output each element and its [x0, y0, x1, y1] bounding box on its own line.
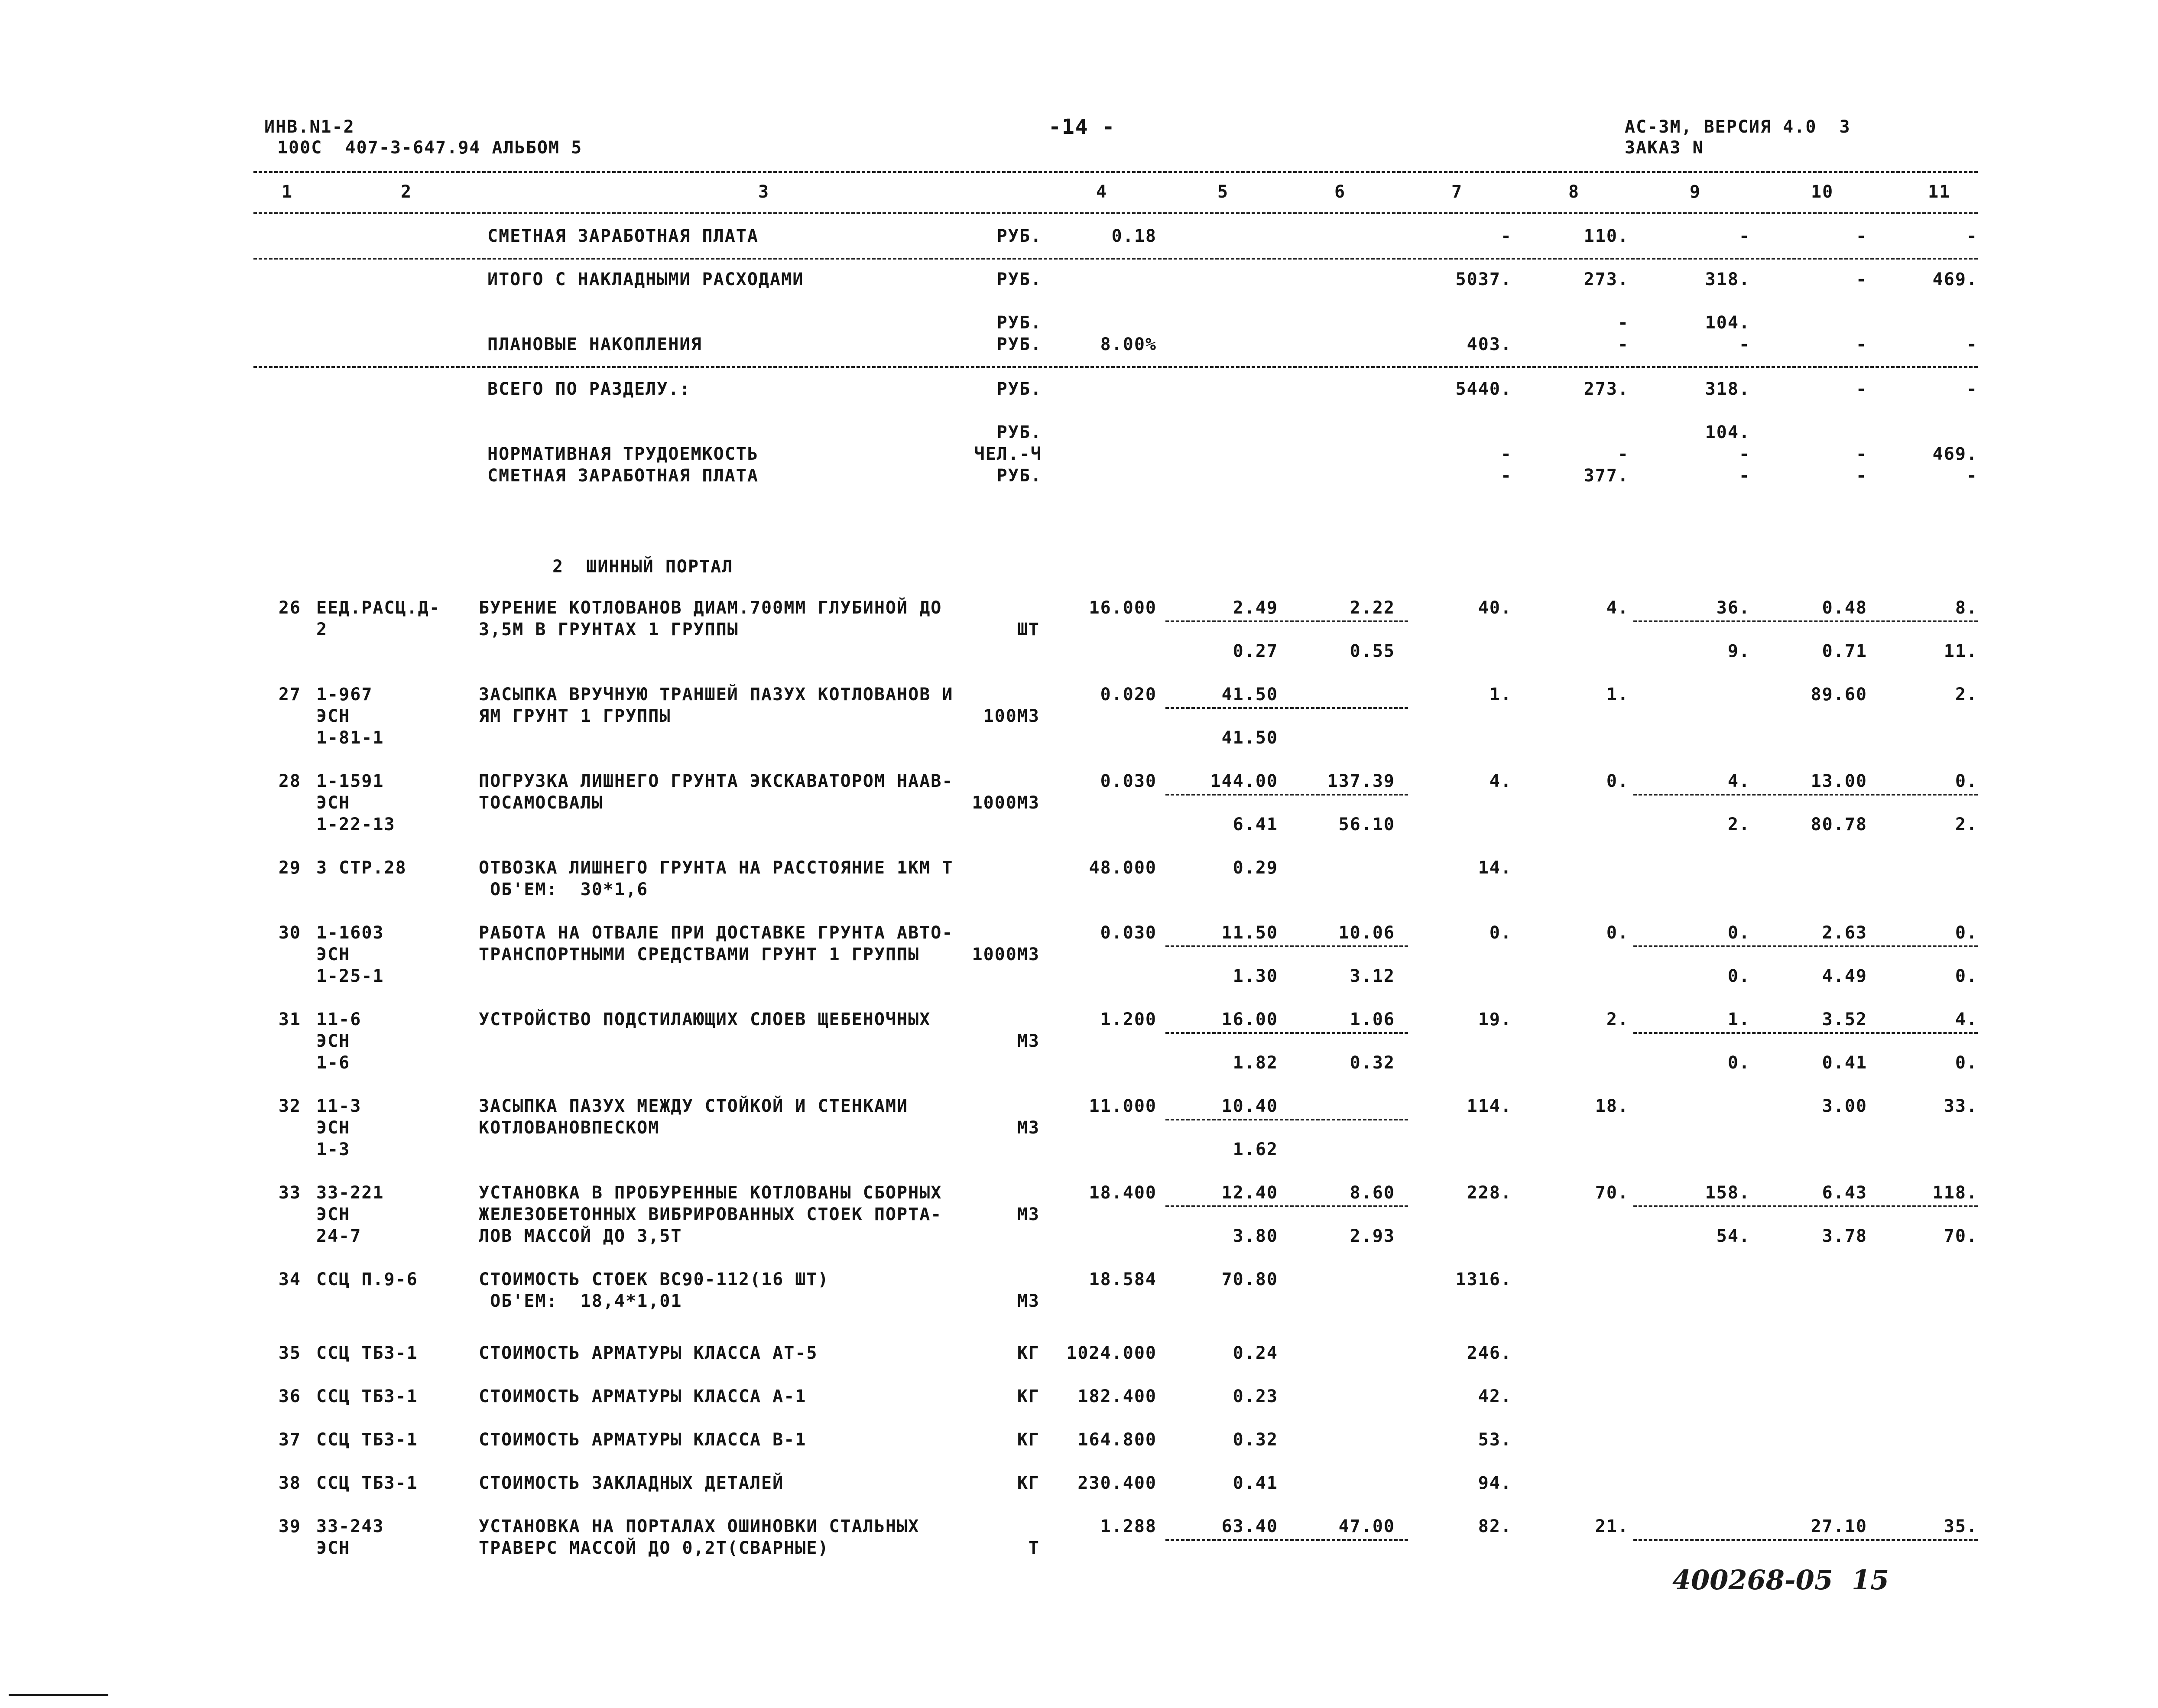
profit-unit: РУБ.: [996, 334, 1042, 354]
row-c11b: 11.: [1944, 641, 1978, 661]
row-code-line: 1-967: [316, 685, 373, 705]
row-description-line: ПОГРУЗКА ЛИШНЕГО ГРУНТА ЭКСКАВАТОРОМ НААВ-: [479, 771, 954, 791]
row-c7: 14.: [1478, 858, 1512, 878]
row-description-line: СТОИМОСТЬ АРМАТУРЫ КЛАССА АТ-5: [479, 1343, 818, 1363]
totals-rule: [253, 366, 1978, 368]
row-code-line: ЭСН: [316, 1205, 350, 1224]
row-code-line: ЭСН: [316, 706, 350, 726]
row-description-line: ОТВОЗКА ЛИШНЕГО ГРУНТА НА РАССТОЯНИЕ 1КМ Т: [479, 858, 954, 878]
row-description-line: КОТЛОВАНОВПЕСКОМ: [479, 1118, 660, 1138]
row-c5: 0.29: [1233, 858, 1278, 878]
document-code: 100С 407-3-647.94 АЛЬБОМ 5: [277, 138, 583, 158]
row-c7: 1.: [1489, 685, 1512, 705]
page-number: -14 -: [1048, 115, 1116, 139]
column-header-8: 8: [1568, 182, 1580, 202]
row-c11: 8.: [1955, 598, 1978, 618]
row-c6: 47.00: [1338, 1516, 1395, 1536]
row-c7: 228.: [1467, 1183, 1512, 1203]
row-unit: КГ: [1017, 1473, 1040, 1493]
row-code-line: ССЦ ТБЗ-1: [316, 1473, 418, 1493]
row-c8: 0.: [1606, 771, 1629, 791]
row-code-line: ЭСН: [316, 1031, 350, 1051]
row-c5b: 0.27: [1233, 641, 1278, 661]
row-unit: КГ: [1017, 1387, 1040, 1406]
row-c5: 16.00: [1221, 1010, 1278, 1029]
row-code-line: ЭСН: [316, 793, 350, 813]
row-c10b: 3.78: [1822, 1226, 1867, 1246]
row-c7: 0.: [1489, 923, 1512, 943]
margin-rule: [9, 1694, 108, 1696]
row-subrule: [1633, 620, 1978, 622]
overhead-c11: 469.: [1932, 270, 1978, 289]
row-number: 35: [278, 1343, 301, 1363]
totals-rule: [253, 258, 1978, 260]
header-rule-top: [253, 171, 1978, 173]
row-number: 30: [278, 923, 301, 943]
row-description-line: ЯМ ГРУНТ 1 ГРУППЫ: [479, 706, 671, 726]
row-unit: 1000М3: [972, 793, 1040, 813]
row-c8: 4.: [1606, 598, 1629, 618]
row-c4: 0.030: [1100, 771, 1157, 791]
overhead-unit2: РУБ.: [996, 313, 1042, 333]
wage2-c11: -: [1966, 466, 1978, 486]
profit-c9: -: [1739, 334, 1750, 354]
column-header-4: 4: [1096, 182, 1108, 202]
row-c5: 70.80: [1221, 1270, 1278, 1289]
row-number: 38: [278, 1473, 301, 1493]
labor-c8: -: [1617, 444, 1629, 464]
row-c7: 19.: [1478, 1010, 1512, 1029]
row-c10: 27.10: [1811, 1516, 1867, 1536]
row-subrule: [1165, 794, 1408, 796]
row-c9: 4.: [1727, 771, 1750, 791]
row-code-line: 3 СТР.28: [316, 858, 407, 878]
overhead-c7: 5037.: [1455, 270, 1512, 289]
handwritten-stamp: 400268-05 15: [1672, 1564, 1889, 1596]
row-c11: 2.: [1955, 685, 1978, 705]
row-description-line: ОБ'ЕМ: 30*1,6: [479, 880, 649, 899]
row-c9: 36.: [1716, 598, 1750, 618]
row-c5b: 1.62: [1233, 1140, 1278, 1159]
row-description-line: БУРЕНИЕ КОТЛОВАНОВ ДИАМ.700ММ ГЛУБИНОЙ ДО: [479, 598, 942, 618]
row-number: 26: [278, 598, 301, 618]
row-c11: 33.: [1944, 1096, 1978, 1116]
profit-c11: -: [1966, 334, 1978, 354]
section-title: 2 ШИННЫЙ ПОРТАЛ: [552, 557, 733, 577]
row-code-line: ЭСН: [316, 945, 350, 964]
wage2-c8: 377.: [1584, 466, 1629, 486]
labor-c10: -: [1856, 444, 1867, 464]
profit-c8: -: [1617, 334, 1629, 354]
row-subrule: [1633, 1205, 1978, 1207]
row-code-line: 1-1603: [316, 923, 384, 943]
row-c4: 1.288: [1100, 1516, 1157, 1536]
row-code-line: 24-7: [316, 1226, 362, 1246]
row-subrule: [1165, 1205, 1408, 1207]
column-header-9: 9: [1690, 182, 1701, 202]
row-c8: 0.: [1606, 923, 1629, 943]
row-subrule: [1165, 1119, 1408, 1120]
labor-label: НОРМАТИВНАЯ ТРУДОЕМКОСТЬ: [487, 444, 759, 464]
row-subrule: [1633, 1032, 1978, 1034]
row-c8: 70.: [1595, 1183, 1629, 1203]
row-code-line: 33-221: [316, 1183, 384, 1203]
row-c6b: 3.12: [1350, 966, 1395, 986]
row-code-line: 1-81-1: [316, 728, 384, 748]
wage1-c7: -: [1500, 226, 1512, 246]
row-c5b: 3.80: [1233, 1226, 1278, 1246]
row-c4: 0.020: [1100, 685, 1157, 705]
wage2-c7: -: [1500, 466, 1512, 486]
wage1-c11: -: [1966, 226, 1978, 246]
row-c11b: 0.: [1955, 1053, 1978, 1073]
row-subrule: [1633, 794, 1978, 796]
row-c4: 182.400: [1077, 1387, 1157, 1406]
program-version: АС-3М, ВЕРСИЯ 4.0 3: [1625, 117, 1851, 137]
wage1-c9: -: [1739, 226, 1750, 246]
row-number: 36: [278, 1387, 301, 1406]
row-c6b: 2.93: [1350, 1226, 1395, 1246]
profit-c7: 403.: [1467, 334, 1512, 354]
row-c11: 0.: [1955, 771, 1978, 791]
row-c5: 63.40: [1221, 1516, 1278, 1536]
row-number: 32: [278, 1096, 301, 1116]
row-c6: 10.06: [1338, 923, 1395, 943]
wage1-c4: 0.18: [1111, 226, 1157, 246]
row-c7: 1316.: [1455, 1270, 1512, 1289]
row-c11b: 70.: [1944, 1226, 1978, 1246]
row-c6: 1.06: [1350, 1010, 1395, 1029]
row-code-line: 1-22-13: [316, 815, 396, 835]
row-c6: 2.22: [1350, 598, 1395, 618]
row-unit: 100М3: [983, 706, 1040, 726]
row-number: 39: [278, 1516, 301, 1536]
row-subrule: [1633, 945, 1978, 947]
row-c8: 2.: [1606, 1010, 1629, 1029]
row-c10: 13.00: [1811, 771, 1867, 791]
row-number: 27: [278, 685, 301, 705]
row-c10: 3.00: [1822, 1096, 1867, 1116]
row-unit: М3: [1017, 1031, 1040, 1051]
row-c5b: 41.50: [1221, 728, 1278, 748]
row-c5: 0.32: [1233, 1430, 1278, 1450]
row-c4: 1024.000: [1066, 1343, 1157, 1363]
row-code-line: ССЦ ТБЗ-1: [316, 1387, 418, 1406]
row-c5: 2.49: [1233, 598, 1278, 618]
row-code-line: 2: [316, 620, 328, 640]
wage1-c10: -: [1856, 226, 1867, 246]
row-c4: 16.000: [1089, 598, 1157, 618]
section-c8: 273.: [1584, 379, 1629, 399]
row-c4: 48.000: [1089, 858, 1157, 878]
row-code-line: 11-6: [316, 1010, 362, 1029]
row-c5: 144.00: [1210, 771, 1278, 791]
row-unit: М3: [1017, 1291, 1040, 1311]
wage1-c8: 110.: [1584, 226, 1629, 246]
row-subrule: [1633, 1539, 1978, 1541]
row-number: 28: [278, 771, 301, 791]
row-number: 37: [278, 1430, 301, 1450]
row-c8: 21.: [1595, 1516, 1629, 1536]
row-description-line: СТОИМОСТЬ АРМАТУРЫ КЛАССА В-1: [479, 1430, 807, 1450]
inventory-number: ИНВ.N1-2: [264, 117, 355, 137]
row-unit: Т: [1028, 1538, 1040, 1558]
row-unit: М3: [1017, 1205, 1040, 1224]
row-unit: КГ: [1017, 1343, 1040, 1363]
row-c10: 3.52: [1822, 1010, 1867, 1029]
row-c7: 82.: [1478, 1516, 1512, 1536]
row-description-line: УСТАНОВКА В ПРОБУРЕННЫЕ КОТЛОВАНЫ СБОРНЫХ: [479, 1183, 942, 1203]
row-code-line: ЕЕД.РАСЦ.Д-: [316, 598, 441, 618]
row-code-line: ССЦ П.9-6: [316, 1270, 418, 1289]
row-c6: 8.60: [1350, 1183, 1395, 1203]
row-c7: 40.: [1478, 598, 1512, 618]
order-number: ЗАКАЗ N: [1625, 138, 1704, 158]
wage1-label: СМЕТНАЯ ЗАРАБОТНАЯ ПЛАТА: [487, 226, 759, 246]
row-c11: 4.: [1955, 1010, 1978, 1029]
row-description-line: СТОИМОСТЬ СТОЕК ВС90-112(16 ШТ): [479, 1270, 829, 1289]
row-code-line: ЭСН: [316, 1118, 350, 1138]
row-c10: 89.60: [1811, 685, 1867, 705]
row-c9: 0.: [1727, 923, 1750, 943]
row-description-line: 3,5М В ГРУНТАХ 1 ГРУППЫ: [479, 620, 739, 640]
row-c5b: 1.30: [1233, 966, 1278, 986]
row-unit: М3: [1017, 1118, 1040, 1138]
row-description-line: ТРАНСПОРТНЫМИ СРЕДСТВАМИ ГРУНТ 1 ГРУППЫ: [479, 945, 920, 964]
row-c9b: 54.: [1716, 1226, 1750, 1246]
labor-unit: ЧЕЛ.-Ч: [974, 444, 1042, 464]
row-c4: 230.400: [1077, 1473, 1157, 1493]
row-c5: 10.40: [1221, 1096, 1278, 1116]
row-c8: 1.: [1606, 685, 1629, 705]
section-unit: РУБ.: [996, 379, 1042, 399]
column-header-10: 10: [1811, 182, 1834, 202]
column-header-2: 2: [401, 182, 412, 202]
column-header-6: 6: [1334, 182, 1346, 202]
row-description-line: УСТАНОВКА НА ПОРТАЛАХ ОШИНОВКИ СТАЛЬНЫХ: [479, 1516, 920, 1536]
row-subrule: [1165, 1539, 1408, 1541]
row-c5: 0.23: [1233, 1387, 1278, 1406]
section-c9: 318.: [1705, 379, 1750, 399]
row-c4: 18.584: [1089, 1270, 1157, 1289]
row-code-line: 1-25-1: [316, 966, 384, 986]
row-c4: 18.400: [1089, 1183, 1157, 1203]
section-label: ВСЕГО ПО РАЗДЕЛУ.:: [487, 379, 691, 399]
row-code-line: ЭСН: [316, 1538, 350, 1558]
wage2-unit: РУБ.: [996, 466, 1042, 486]
row-description-line: СТОИМОСТЬ ЗАКЛАДНЫХ ДЕТАЛЕЙ: [479, 1473, 784, 1493]
row-c7: 53.: [1478, 1430, 1512, 1450]
row-c10b: 0.41: [1822, 1053, 1867, 1073]
row-subrule: [1165, 620, 1408, 622]
row-c7: 246.: [1467, 1343, 1512, 1363]
row-unit: ШТ: [1017, 620, 1040, 640]
row-c9b: 0.: [1727, 966, 1750, 986]
labor-c9: -: [1739, 444, 1750, 464]
row-c4: 164.800: [1077, 1430, 1157, 1450]
overhead-c9b: 104.: [1705, 313, 1750, 333]
row-c6b: 56.10: [1338, 815, 1395, 835]
section-c11: -: [1966, 379, 1978, 399]
row-c9: 1.: [1727, 1010, 1750, 1029]
section-unit2: РУБ.: [996, 422, 1042, 442]
row-code-line: 1-3: [316, 1140, 350, 1159]
section-c9b: 104.: [1705, 422, 1750, 442]
row-subrule: [1165, 1032, 1408, 1034]
labor-c11: 469.: [1932, 444, 1978, 464]
row-c5b: 1.82: [1233, 1053, 1278, 1073]
row-number: 33: [278, 1183, 301, 1203]
overhead-c8b: -: [1617, 313, 1629, 333]
row-number: 34: [278, 1270, 301, 1289]
row-unit: КГ: [1017, 1430, 1040, 1450]
row-c5: 0.41: [1233, 1473, 1278, 1493]
row-c7: 94.: [1478, 1473, 1512, 1493]
row-c10: 2.63: [1822, 923, 1867, 943]
overhead-c9: 318.: [1705, 270, 1750, 289]
row-description-line: ЗАСЫПКА ПАЗУХ МЕЖДУ СТОЙКОЙ И СТЕНКАМИ: [479, 1096, 909, 1116]
row-c4: 1.200: [1100, 1010, 1157, 1029]
row-c9b: 0.: [1727, 1053, 1750, 1073]
row-code-line: ССЦ ТБЗ-1: [316, 1343, 418, 1363]
overhead-unit: РУБ.: [996, 270, 1042, 289]
row-c11: 35.: [1944, 1516, 1978, 1536]
row-code-line: 1-1591: [316, 771, 384, 791]
row-c5: 0.24: [1233, 1343, 1278, 1363]
row-c5: 41.50: [1221, 685, 1278, 705]
row-c11: 118.: [1932, 1183, 1978, 1203]
row-c7: 114.: [1467, 1096, 1512, 1116]
row-subrule: [1165, 707, 1408, 709]
row-c5: 11.50: [1221, 923, 1278, 943]
row-c5: 12.40: [1221, 1183, 1278, 1203]
row-c6b: 0.32: [1350, 1053, 1395, 1073]
row-c4: 11.000: [1089, 1096, 1157, 1116]
row-description-line: РАБОТА НА ОТВАЛЕ ПРИ ДОСТАВКЕ ГРУНТА АВТО-: [479, 923, 954, 943]
row-c7: 42.: [1478, 1387, 1512, 1406]
row-c5b: 6.41: [1233, 815, 1278, 835]
wage2-c9: -: [1739, 466, 1750, 486]
column-header-11: 11: [1928, 182, 1951, 202]
row-description-line: ТРАВЕРС МАССОЙ ДО 0,2Т(СВАРНЫЕ): [479, 1538, 829, 1558]
row-number: 29: [278, 858, 301, 878]
row-unit: 1000М3: [972, 945, 1040, 964]
row-description-line: ЖЕЛЕЗОБЕТОННЫХ ВИБРИРОВАННЫХ СТОЕК ПОРТА-: [479, 1205, 942, 1224]
row-c10b: 4.49: [1822, 966, 1867, 986]
overhead-c8: 273.: [1584, 270, 1629, 289]
labor-c7: -: [1500, 444, 1512, 464]
row-subrule: [1165, 945, 1408, 947]
header-rule-bottom: [253, 212, 1978, 214]
row-c6: 137.39: [1327, 771, 1395, 791]
row-c11b: 2.: [1955, 815, 1978, 835]
row-description-line: ОБ'ЕМ: 18,4*1,01: [479, 1291, 682, 1311]
section-c10: -: [1856, 379, 1867, 399]
row-c11b: 0.: [1955, 966, 1978, 986]
row-description-line: ЛОВ МАССОЙ ДО 3,5Т: [479, 1226, 682, 1246]
row-code-line: 11-3: [316, 1096, 362, 1116]
wage1-unit: РУБ.: [996, 226, 1042, 246]
row-c6b: 0.55: [1350, 641, 1395, 661]
overhead-c10: -: [1856, 270, 1867, 289]
row-c10: 0.48: [1822, 598, 1867, 618]
wage2-c10: -: [1856, 466, 1867, 486]
row-c9b: 2.: [1727, 815, 1750, 835]
row-code-line: 33-243: [316, 1516, 384, 1536]
row-description-line: ЗАСЫПКА ВРУЧНУЮ ТРАНШЕЙ ПАЗУХ КОТЛОВАНОВ И: [479, 685, 954, 705]
column-header-3: 3: [758, 182, 770, 202]
row-c9b: 9.: [1727, 641, 1750, 661]
profit-label: ПЛАНОВЫЕ НАКОПЛЕНИЯ: [487, 334, 702, 354]
row-description-line: ТОСАМОСВАЛЫ: [479, 793, 603, 813]
profit-c10: -: [1856, 334, 1867, 354]
row-c10b: 80.78: [1811, 815, 1867, 835]
row-c9: 158.: [1705, 1183, 1750, 1203]
section-c7: 5440.: [1455, 379, 1512, 399]
row-description-line: СТОИМОСТЬ АРМАТУРЫ КЛАССА А-1: [479, 1387, 807, 1406]
row-description-line: УСТРОЙСТВО ПОДСТИЛАЮЩИХ СЛОЕВ ЩЕБЕНОЧНЫХ: [479, 1010, 931, 1029]
column-header-1: 1: [282, 182, 293, 202]
row-c4: 0.030: [1100, 923, 1157, 943]
row-number: 31: [278, 1010, 301, 1029]
profit-c4: 8.00%: [1100, 334, 1157, 354]
row-code-line: ССЦ ТБЗ-1: [316, 1430, 418, 1450]
column-header-7: 7: [1451, 182, 1463, 202]
row-c11: 0.: [1955, 923, 1978, 943]
row-c10b: 0.71: [1822, 641, 1867, 661]
overhead-label: ИТОГО С НАКЛАДНЫМИ РАСХОДАМИ: [487, 270, 804, 289]
column-header-5: 5: [1217, 182, 1229, 202]
wage2-label: СМЕТНАЯ ЗАРАБОТНАЯ ПЛАТА: [487, 466, 759, 486]
row-c10: 6.43: [1822, 1183, 1867, 1203]
row-c8: 18.: [1595, 1096, 1629, 1116]
row-code-line: 1-6: [316, 1053, 350, 1073]
row-c7: 4.: [1489, 771, 1512, 791]
